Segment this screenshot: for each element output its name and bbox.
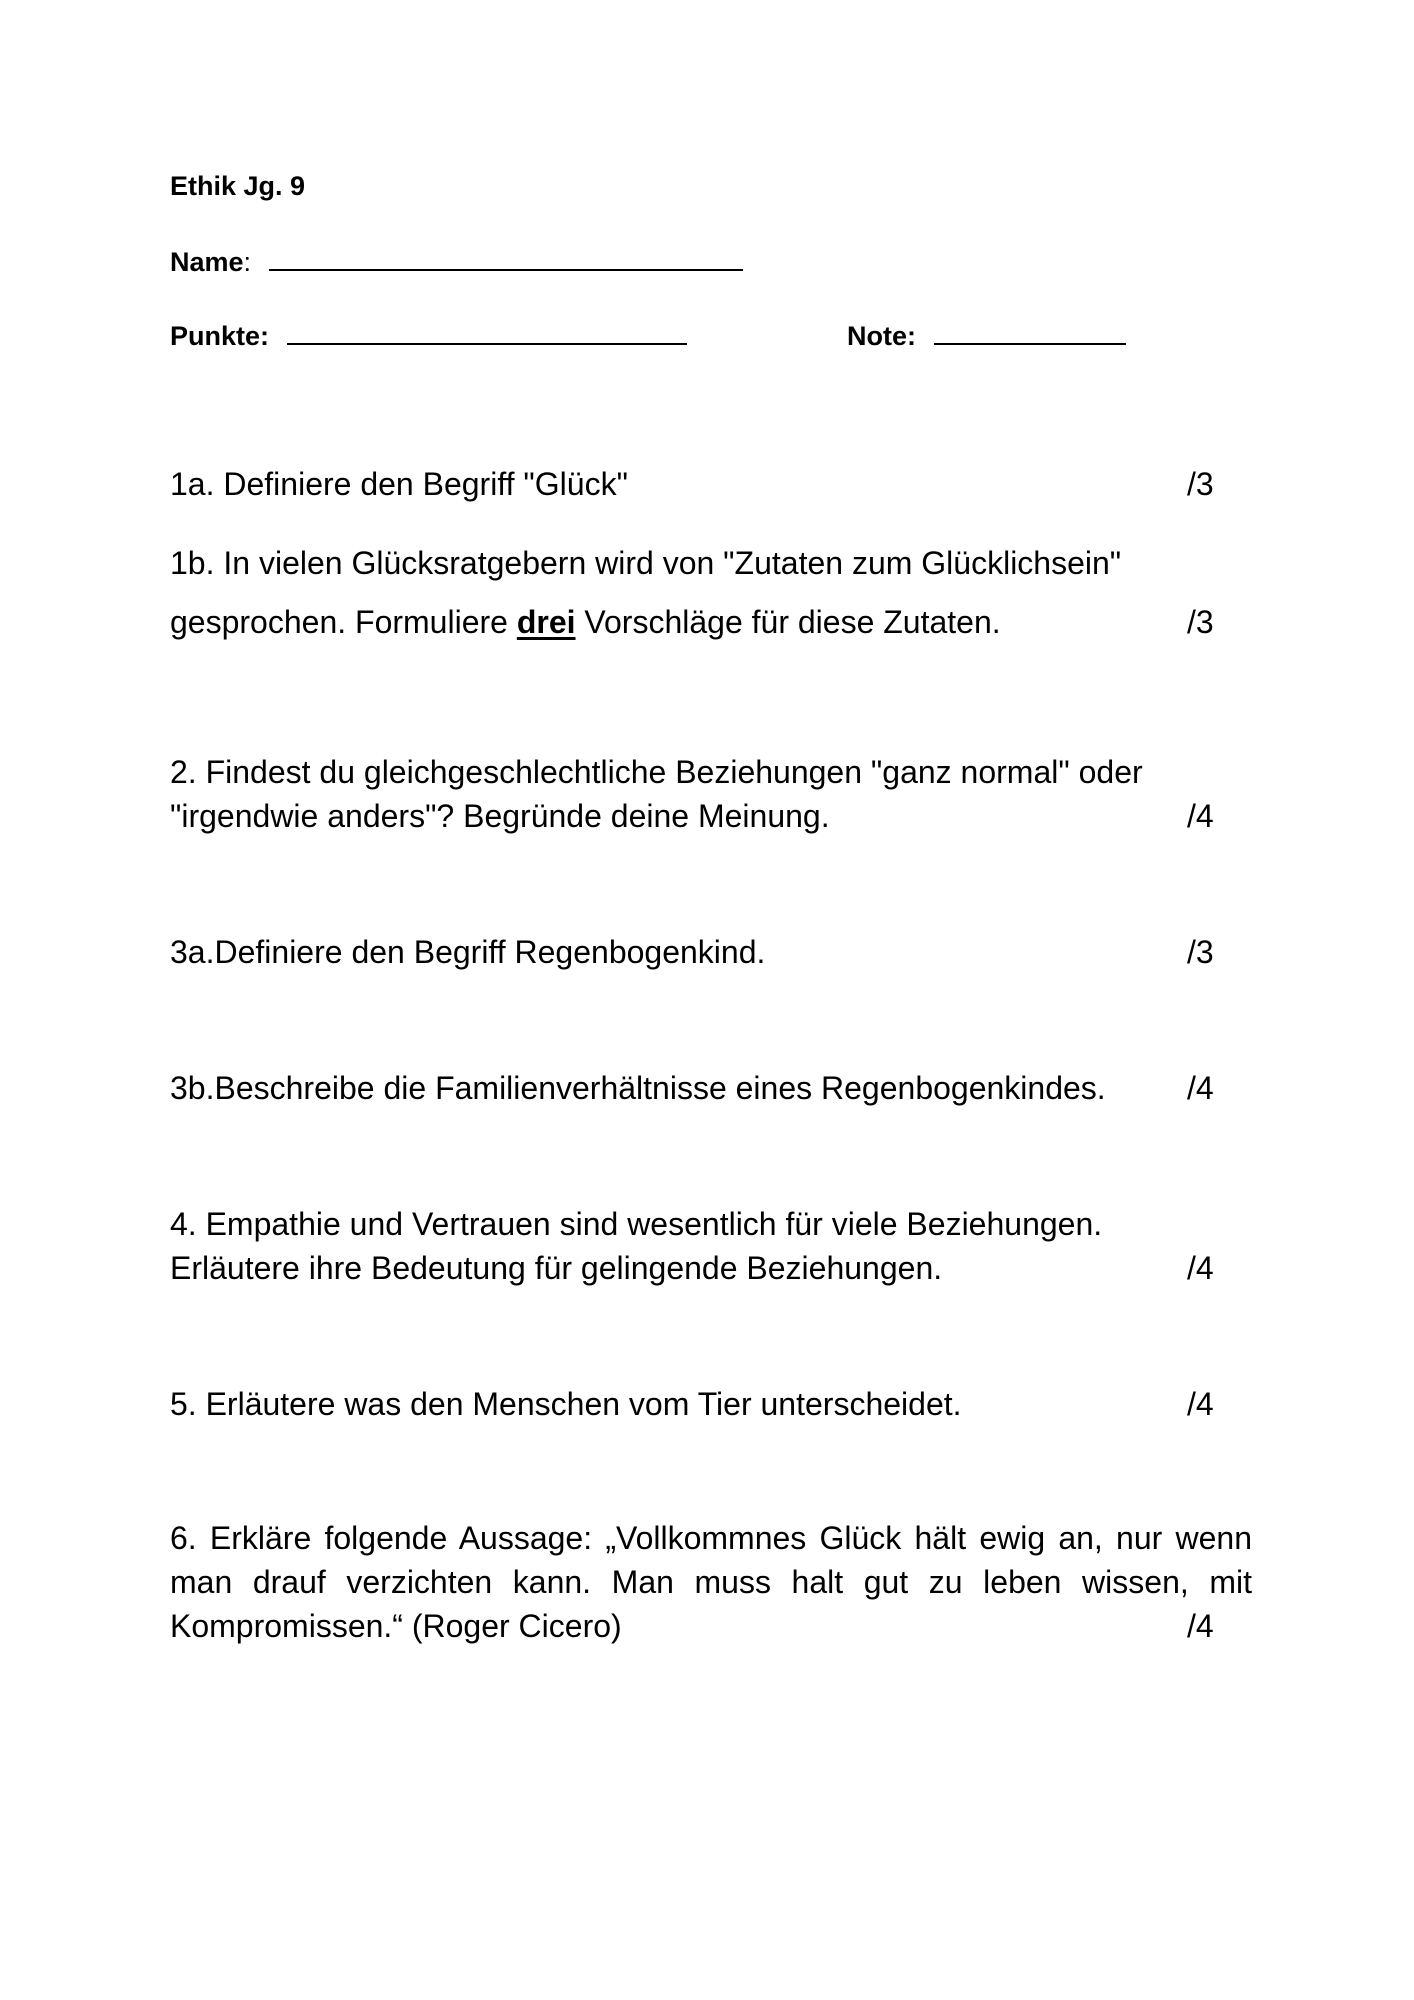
question-text: 6. Erkläre folgende Aussage: „Vollkommnes Glück hält ewig an, nur wenn man drauf verzichten kann. Man muss halt gut zu leben wissen, mit Kompromissen.“ (Roger Cicero) [170,1520,1252,1644]
question-text-part: Vorschläge für diese Zutaten. [575,604,1001,640]
question-text: 3a.Definiere den Begriff Regenbogenkind. [170,934,766,970]
grade-blank-line[interactable] [934,317,1126,345]
question-2-points: /4 [1187,798,1214,834]
question-3a [170,930,1252,974]
points-row [170,317,687,352]
question-5-points: /4 [1187,1386,1214,1422]
subject-text: Ethik Jg. 9 [170,171,306,201]
grade-row [847,317,1126,352]
question-4 [170,1202,1252,1290]
points-label: Punkte: [170,321,270,351]
question-text: 3b.Beschreibe die Familienverhältnisse eines Regenbogenkindes. [170,1070,1106,1106]
question-text: 1b. In vielen Glücksratgebern wird von "Zutaten zum Glücklichsein" [170,545,1122,581]
question-3b-points: /4 [1187,1070,1214,1106]
question-5 [170,1382,1252,1426]
question-3b [170,1066,1252,1110]
question-text: 5. Erläutere was den Menschen vom Tier unterscheidet. [170,1386,962,1422]
name-label: Name [170,247,244,277]
name-colon: : [243,247,252,277]
question-text: 4. Empathie und Vertrauen sind wesentlich für viele Beziehungen. [170,1206,1103,1242]
emphasized-word: drei [516,604,576,640]
question-6-points: /4 [1187,1608,1214,1644]
question-text: 1a. Definiere den Begriff "Glück" [170,466,628,502]
question-1a-points: /3 [1187,466,1214,502]
question-2 [170,750,1252,838]
question-6 [170,1516,1252,1648]
subject-heading [170,170,305,202]
question-1b-points: /3 [1187,604,1214,640]
question-text-line2 [170,600,1252,644]
question-text: Erläutere ihre Bedeutung für gelingende Beziehungen. [170,1250,943,1286]
question-text-part: gesprochen. Formuliere [170,604,517,640]
grade-label: Note: [847,321,916,351]
name-blank-line[interactable] [269,243,743,271]
question-text: 2. Findest du gleichgeschlechtliche Beziehungen "ganz normal" oder [170,754,1143,790]
question-3a-points: /3 [1187,934,1214,970]
name-row [170,243,743,278]
question-4-points: /4 [1187,1250,1214,1286]
question-1b [170,541,1252,644]
points-blank-line[interactable] [287,317,687,345]
question-1a [170,462,1252,506]
question-text: "irgendwie anders"? Begründe deine Meinung. [170,798,830,834]
